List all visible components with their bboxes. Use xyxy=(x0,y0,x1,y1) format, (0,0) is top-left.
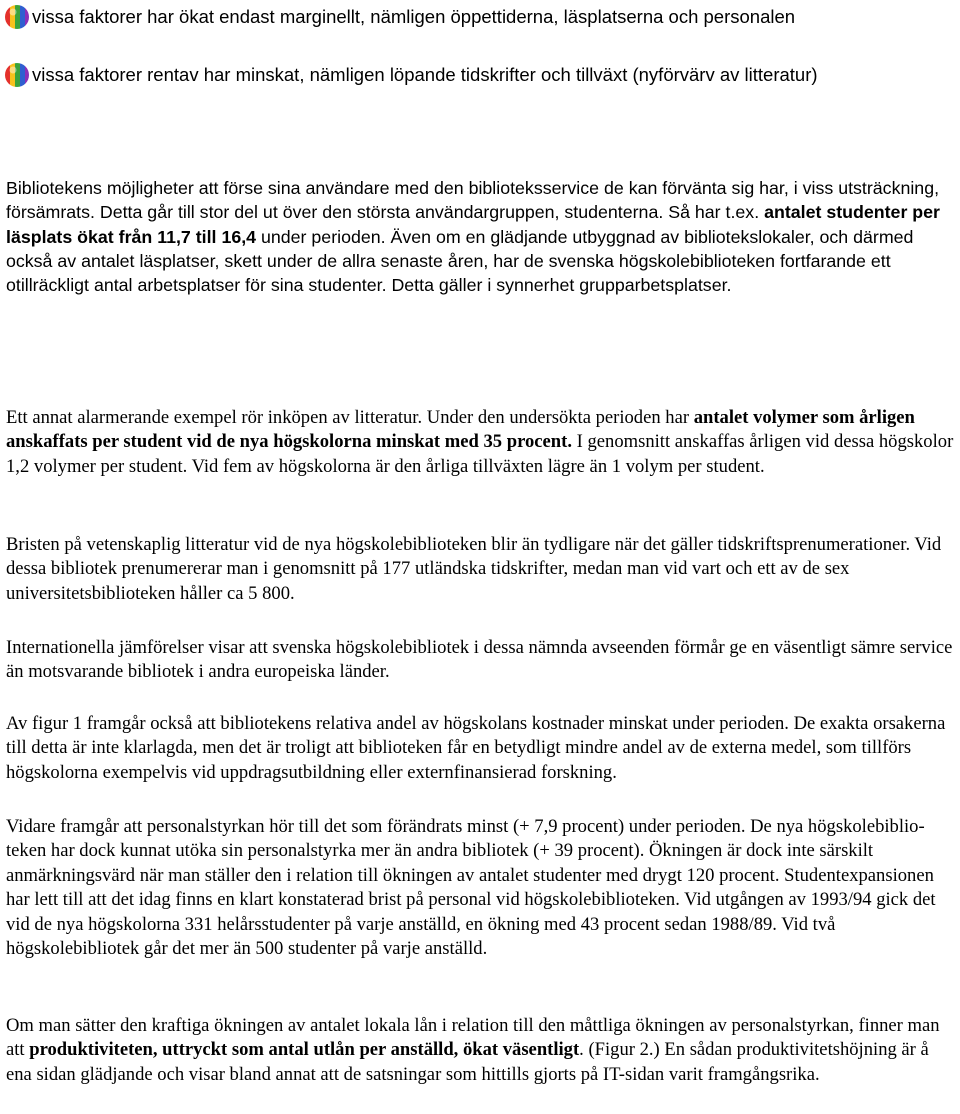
paragraph-text: Ett annat alarmerande exempel rör inköpen av litteratur. Under den undersökta perioden har xyxy=(6,407,694,428)
paragraph-text: Om man sätter den kraftiga ökningen av antalet lokala lån i relation till den måttliga ökningen av personalstyrkan, finner man att xyxy=(6,1015,940,1061)
paragraph-emphasis: produktiviteten, uttryckt som antal utlån per anställd, ökat väsentligt xyxy=(29,1039,580,1061)
paragraph-2 xyxy=(6,406,958,479)
bullet-item-1 xyxy=(4,4,795,30)
bullet-text: vissa faktorer rentav har minskat, nämligen löpande tidskrifter och tillväxt (nyförvärv av litteratur) xyxy=(32,64,818,85)
paragraph-6: Vidare framgår att personalstyrkan hör till det som förändrats minst (+ 7,9 procent) under perioden. De nya högskolebiblio-teken har dock kunnat utöka sin personalstyrka mer än andra bibliotek (+ 39 procent). Ökningen är dock inte särskilt anmärkningsvärd när man ställer den i relation till ökningen av antalet studenter med drygt 120 procent. Studentexpansionen har lett till att det idag finns en klart konstaterad brist på personal vid högskolebiblioteken. Vid utgången av 1993/94 gick det vid de nya högskolorna 331 helårsstudenter på varje anställd, en ökning med 43 procent sedan 1988/89. Vid två högskolebibliotek går det mer än 500 studenter på varje anställd. xyxy=(6,816,936,960)
paragraph-emphasis: antalet volymer som årligen anskaffats per student vid de nya högskolorna minskat med 35 procent. xyxy=(6,407,915,453)
paragraph-5: Av figur 1 framgår också att bibliotekens relativa andel av högskolans kostnader minskat under perioden. De exakta orsakerna till detta är inte klarlagda, men det är troligt att biblioteken får en betydligt mindre andel av de externa medel, som tillförs högskolorna exempelvis vid uppdragsutbildning eller externfinansierad forskning. xyxy=(6,713,946,783)
paragraph-7 xyxy=(6,1014,958,1087)
multicolor-ball-icon xyxy=(4,4,30,30)
paragraph-4: Internationella jämförelser visar att svenska högskolebibliotek i dessa nämnda avseenden förmår ge en väsentligt sämre service än motsvarande bibliotek i andra europeiska länder. xyxy=(6,637,953,683)
paragraph-text: I genomsnitt anskaffas årligen vid dessa högskolor 1,2 volymer per student. Vid fem av högskolorna är den årliga tillväxten lägre än 1 volym per student. xyxy=(6,431,954,477)
multicolor-ball-icon xyxy=(4,62,30,88)
paragraph-text: . (Figur 2.) En sådan produktivitetshöjning är å ena sidan glädjande och visar bland annat att de satsningar som hittills gjorts på IT-sidan varit framgångsrika. xyxy=(6,1039,929,1085)
paragraph-1 xyxy=(6,176,958,297)
paragraph-text: under perioden. Även om en glädjande utbyggnad av bibliotekslokaler, och därmed också av antalet läsplatser, skett under de allra senaste åren, har de svenska högskolebiblioteken fortfarande ett otillräckligt antal arbetsplatser för sina studenter. Detta gäller i synnerhet grupparbetsplatser. xyxy=(6,226,914,296)
paragraph-text: Bibliotekens möjligheter att förse sina användare med den biblioteksservice de kan förvänta sig har, i viss utsträckning, försämrats. Detta går till stor del ut över den största användargruppen, studenterna. Så har t.ex. xyxy=(6,178,940,223)
bullet-text: vissa faktorer har ökat endast marginellt, nämligen öppettiderna, läsplatserna och personalen xyxy=(32,6,796,27)
paragraph-3: Bristen på vetenskaplig litteratur vid de nya högskolebiblioteken blir än tydligare när det gäller tidskriftsprenumerationer. Vid dessa bibliotek prenumererar man i genomsnitt på 177 utländska tidskrifter, medan man vid vart och ett av de sex universitetsbiblioteken håller ca 5 800. xyxy=(6,534,942,604)
paragraph-emphasis: antalet studenter per läsplats ökat från 11,7 till 16,4 xyxy=(6,202,940,247)
bullet-item-2 xyxy=(4,62,818,88)
